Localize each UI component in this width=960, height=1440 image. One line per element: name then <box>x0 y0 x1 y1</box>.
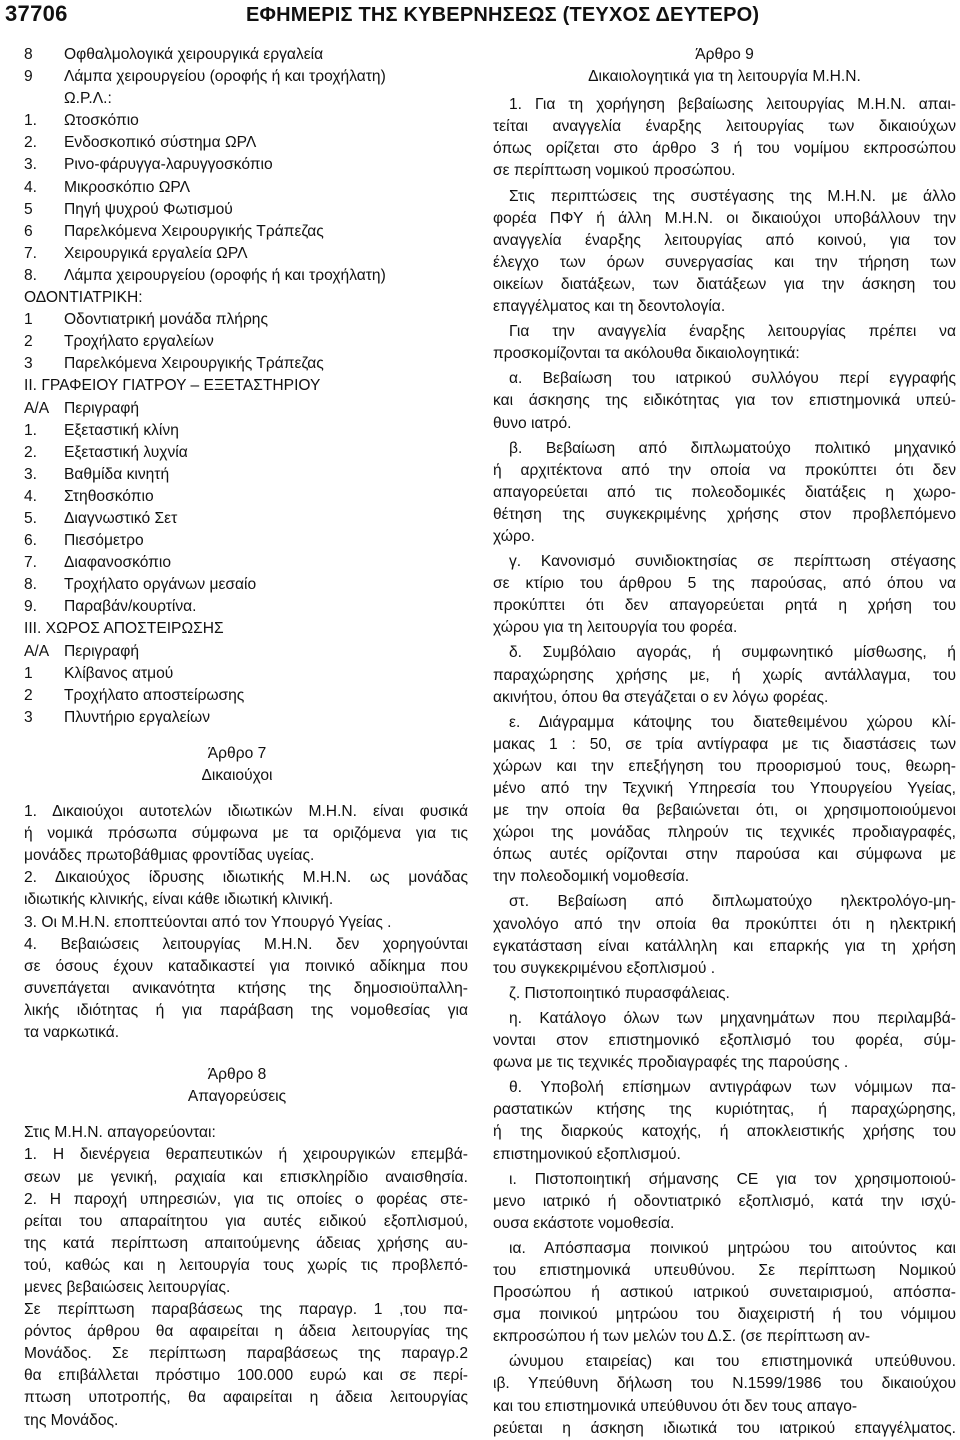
section2-heading: ΙΙ. ΓΡΑΦΕΙΟΥ ΓΙΑΤΡΟΥ – ΕΞΕΤΑΣΤΗΡΙΟΥ <box>24 377 321 395</box>
article7-subtitle: Δικαιούχοι <box>201 767 273 784</box>
text-line: 2. Δικαιούχος ίδρυσης ιδιωτικής Μ.Η.Ν. ως μονάδας <box>24 869 468 887</box>
list-item: 3. Ρινο-φάρυγγα-λαρυγγοσκόπιο <box>24 156 273 174</box>
text-line: οικείων διατάξεων, των διατάξεων για την άσκηση του <box>493 275 956 293</box>
text-line: ε. Διάγραμμα κάτοψης του διατεθειμένου χώρου κλί- <box>509 713 956 731</box>
section2-columns: Α/Α Περιγραφή <box>24 399 140 417</box>
section3-heading: ΙΙΙ. ΧΩΡΟΣ ΑΠΟΣΤΕΙΡΩΣΗΣ <box>24 620 224 638</box>
text-line: ουσα εκάστοτε νομοθεσία. <box>493 1214 675 1232</box>
dental-heading: ΟΔΟΝΤΙΑΤΡΙΚΗ: <box>24 289 143 307</box>
text-line: Στις περιπτώσεις της συστέγασης της Μ.Η.Ν. με άλλο <box>509 187 956 205</box>
text-line: της κατά περίπτωση απαιτούμενης άδειας χρήσης αυ- <box>24 1234 468 1252</box>
article9-body <box>493 94 956 1440</box>
article8-body <box>6 1122 468 1431</box>
text-line: επιστημονικού εξοπλισμού. <box>493 1145 681 1163</box>
text-line: παραχώρησης χρήσης με, ή χωρίς αντάλλαγμα, του <box>493 666 956 684</box>
text-line: τα ναρκωτικά. <box>24 1024 120 1042</box>
text-line: της Μονάδος. <box>24 1411 119 1429</box>
text-line: Σε περίπτωση παραβάσεως της παραγρ. 1 ,του πα- <box>24 1301 468 1319</box>
list-item: 8. Λάμπα χειρουργείου (οροφής ή και τροχήλατη) <box>24 266 386 284</box>
list-item: 3 Παρελκόμενα Χειρουργικής Τράπεζας <box>24 355 324 373</box>
text-line: θ. Υποβολή επίσημων αντιγράφων των νόμιμων πα- <box>509 1079 956 1097</box>
text-line: και του επιστημονικά υπεύθυνου ότι δεν τους απαγο- <box>493 1397 858 1415</box>
text-line: στ. Βεβαίωση από διπλωματούχο ηλεκτρολόγο-μη- <box>509 893 956 911</box>
text-line: θυνο ιατρό. <box>493 414 572 432</box>
text-line: σε κτίριο του άρθρου 5 της παρούσας, από όπου να <box>493 575 956 593</box>
text-line: 4. Βεβαιώσεις λειτουργίας Μ.Η.Ν. δεν χορηγούνται <box>24 935 468 953</box>
article7-body <box>6 801 468 1044</box>
items-top <box>6 44 468 88</box>
text-line: ακινήτου, όπου θα στεγάζεται ο εν λόγω φορέας. <box>493 688 829 706</box>
text-line: ρόντος άρθρου θα αφαιρείται η άδεια λειτουργίας της <box>24 1323 468 1341</box>
text-line: σε περίπτωση νομικού προσώπου. <box>493 162 736 180</box>
text-line: ρείται του απαραίτητου για αυτές ειδικού εξοπλισμού, <box>24 1212 468 1230</box>
text-line: θέτηση της συγκεκριμένης χρήσης στον προβλεπόμενο <box>493 505 956 523</box>
list-item: 6 Παρελκόμενα Χειρουργικής Τράπεζας <box>24 222 324 240</box>
text-line: όπως ορίζεται στο άρθρο 3 ή του νομίμου εκπροσώπου <box>493 140 956 158</box>
text-line: έλεγχο των όρων συνεργασίας και την τήρηση των <box>493 253 956 271</box>
text-line: γ. Κανονισμό συνιδιοκτησίας σε περίπτωση στέγασης <box>509 553 956 571</box>
article9-title: Άρθρο 9 <box>695 46 754 63</box>
text-line: ι. Πιστοποιητική σήμανσης CE για τον χρησιμοποιού- <box>509 1170 956 1188</box>
text-line: ρεύεται η άσκηση ιδιωτικά του ιατρικού επαγγέλματος. <box>493 1419 956 1437</box>
section3-list <box>6 663 468 729</box>
list-item: 2 Τροχήλατο εργαλείων <box>24 333 214 351</box>
list-item: 5 Πηγή ψυχρού Φωτισμού <box>24 200 233 218</box>
text-line: του επιστημονικά υπευθύνου. Σε περίπτωση Νομικού <box>493 1261 956 1279</box>
right-column <box>493 44 956 1440</box>
list-item: 8. Τροχήλατο οργάνων μεσαίο <box>24 576 257 594</box>
text-line: ιβ. Υπεύθυνη δήλωση του Ν.1599/1986 του δικαιούχου <box>493 1375 956 1393</box>
text-line: χώρο. <box>493 527 535 545</box>
page-number: 37706 <box>5 1 68 26</box>
text-line: Προσώπου ή αστικού ιατρικού συνεταιρισμού, απόσπα- <box>493 1284 956 1302</box>
text-line: ή νομικά πρόσωπα σύμφωνα με τα οριζόμενα για τις <box>24 825 468 843</box>
list-item: 1. Ωτοσκόπιο <box>24 112 139 130</box>
text-line: όπως αυτές ορίζονται στην παρούσα και σύμφωνα με <box>493 846 956 864</box>
list-item: 4. Μικροσκόπιο ΩΡΛ <box>24 178 191 196</box>
text-line: ραστατικών κτήσης της κυριότητας, ή παραχώρησης, <box>493 1101 956 1119</box>
text-line: του συγκεκριμένου εξοπλισμού . <box>493 959 716 977</box>
dental-list <box>6 309 468 375</box>
list-item: 9 Λάμπα χειρουργείου (οροφής ή και τροχήλατη) <box>24 68 386 86</box>
text-line: 1. Για τη χορήγηση βεβαίωσης λειτουργίας Μ.Η.Ν. απαι- <box>509 96 956 114</box>
text-line: απαγορεύεται από τις πολεοδομικές διατάξεις η χωρο- <box>493 483 956 501</box>
orl-heading: Ω.Ρ.Λ.: <box>64 90 112 108</box>
text-line: εκπροσώπου ή των μελών του Δ.Σ. (σε περίπτωση αν- <box>493 1328 871 1346</box>
text-line: α. Βεβαίωση του ιατρικού συλλόγου περί εγγραφής <box>509 370 956 388</box>
text-line: νονται στον επιστημονικό εξοπλισμό του φορέα, σύμ- <box>493 1032 956 1050</box>
text-line: φωνα με τις τεχνικές προδιαγραφές της παρούσης . <box>493 1054 849 1072</box>
text-line: πτωση υποτροπής, θα αφαιρείται η άδεια λειτουργίας <box>24 1389 468 1407</box>
page-header <box>0 0 960 36</box>
text-line: σεων με γενική, ραχιαία και επισκληρίδιο αναισθησία. <box>24 1168 468 1186</box>
text-line: β. Βεβαίωση από διπλωματούχο πολιτικό μηχανικό <box>509 439 956 457</box>
list-item: 3. Βαθμίδα κινητή <box>24 465 170 483</box>
text-line: ώνυμου εταιρείας) και του επιστημονικά υπεύθυνου. <box>509 1353 956 1371</box>
section3-columns: Α/Α Περιγραφή <box>24 642 140 660</box>
list-item: 5. Διαγνωστικό Σετ <box>24 509 178 527</box>
text-line: Μονάδος. Σε περίπτωση παραβάσεως της παραγρ.2 <box>24 1345 468 1363</box>
text-line: ζ. Πιστοποιητικό πυρασφάλειας. <box>509 984 730 1002</box>
text-line: μενες βεβαιώσεις λειτουργίας. <box>24 1278 231 1296</box>
text-line: 2. Η παροχή υπηρεσιών, για τις οποίες ο φορέας στε- <box>24 1190 468 1208</box>
text-line: συνεπάγεται ανικανότητα κτήσης της δημοσιοϋπαλλη- <box>24 979 468 997</box>
text-line: μενο ιατρικό ή οδοντιατρικό εξοπλισμό, κατά την ισχύ- <box>493 1192 956 1210</box>
section2-list <box>6 420 468 619</box>
list-item: 4. Στηθοσκόπιο <box>24 487 154 505</box>
article8-title: Άρθρο 8 <box>207 1066 267 1084</box>
list-item: 8 Οφθαλμολογικά χειρουργικά εργαλεία <box>24 46 324 63</box>
list-item: 7. Χειρουργικά εργαλεία ΩΡΛ <box>24 244 248 262</box>
text-line: προσκομίζονται τα ακόλουθα δικαιολογητικά: <box>493 345 800 363</box>
text-line: επαγγέλματος και τη δεοντολογία. <box>493 298 726 316</box>
list-item: 2. Ενδοσκοπικό σύστημα ΩΡΛ <box>24 134 257 152</box>
list-item: 3 Πλυντήριο εργαλείων <box>24 708 211 726</box>
text-line: τείται αναγγελία έναρξης λειτουργίας των δικαιούχων <box>493 118 956 136</box>
text-line: ή αρχιτέκτονα από την οποία να προκύπτει ότι δεν <box>493 461 956 479</box>
text-line: λικής ιδιότητας ή για παράβαση της νομοθεσίας για <box>24 1001 468 1019</box>
text-line: χανολόγο από την οποία θα προκύπτει ότι η ηλεκτρική <box>493 915 956 933</box>
text-line: χώρων και την επεξήγηση του προορισμού τους, θεωρη- <box>493 757 956 775</box>
text-line: με την οποία θα βεβαιώνεται ότι, οι χρησιμοποιούμενοι <box>493 802 956 820</box>
text-line: χώροι της μονάδας πληρούν τις τεχνικές προδιαγραφές, <box>493 824 956 842</box>
text-line: ιδιωτικής κλινικής, είναι κάθε ιδιωτική κλινική. <box>24 891 334 909</box>
article8-subtitle: Απαγορεύσεις <box>187 1088 287 1106</box>
left-column <box>6 44 468 1432</box>
text-line: την πολεοδομική νομοθεσία. <box>493 868 690 886</box>
orl-list <box>6 110 468 287</box>
list-item: 7. Διαφανοσκόπιο <box>24 554 172 572</box>
list-item: 1. Εξεταστική κλίνη <box>24 421 179 439</box>
text-line: η. Κατάλογο όλων των μηχανημάτων που περιλαμβά- <box>509 1009 956 1027</box>
text-line: σμα ποινικού μητρώου του διαχειριστή ή του νόμιμου <box>493 1306 956 1324</box>
text-line: Στις Μ.Η.Ν. απαγορεύονται: <box>24 1124 216 1142</box>
list-item: 1 Οδοντιατρική μονάδα πλήρης <box>24 311 268 329</box>
article9-subtitle: Δικαιολογητικά για τη λειτουργία Μ.Η.Ν. <box>588 68 861 86</box>
article7-title: Άρθρο 7 <box>207 744 267 762</box>
text-line: θα επιβάλλεται πρόστιμο 100.000 ευρώ και σε περί- <box>24 1367 468 1385</box>
list-item: 1 Κλίβανος ατμού <box>24 664 174 682</box>
list-item: 2. Εξεταστική λυχνία <box>24 443 188 461</box>
list-item: 6. Πιεσόμετρο <box>24 532 144 550</box>
text-line: τού, καθώς και η λειτουργία τους χωρίς τις προβλεπό- <box>24 1256 468 1274</box>
list-item: 2 Τροχήλατο αποστείρωσης <box>24 686 245 704</box>
text-line: εγκατάσταση είναι κατάλληλη και επαρκής για τη χρήση <box>493 937 956 955</box>
text-line: μονάδες πρωτοβάθμιας φροντίδας υγείας. <box>24 847 315 865</box>
text-line: μένο από την Τεχνική Υπηρεσία του Υπουργείου Υγείας, <box>493 780 956 797</box>
text-line: 1. Η διενέργεια θεραπευτικών ή χειρουργικών επεμβά- <box>24 1146 468 1164</box>
text-line: φορέα ΠΦΥ ή άλλη Μ.Η.Ν. οι δικαιούχοι υποβάλλουν την <box>493 209 956 227</box>
text-line: και άσκησης της ειδικότητας για τον επιστημονικά υπεύ- <box>493 392 956 410</box>
text-line: ια. Απόσπασμα ποινικού μητρώου του αιτούντος και <box>509 1239 956 1257</box>
text-line: αναγγελία έναρξης λειτουργίας από κοινού, για τον <box>493 231 956 249</box>
list-item: 9. Παραβάν/κουρτίνα. <box>24 598 197 616</box>
text-line: μακας 1 : 50, σε τρία αντίγραφα με τις διαστάσεις των <box>493 735 956 753</box>
text-line: 3. Οι Μ.Η.Ν. εποπτεύονται από τον Υπουργό Υγείας . <box>24 913 392 931</box>
text-line: προκύπτει ότι δεν απαγορεύεται ρητά η χρήση του <box>493 597 956 615</box>
text-line: δ. Συμβόλαιο αγοράς, ή συμφωνητικό μίσθωσης, ή <box>509 644 956 662</box>
text-line: 1. Δικαιούχοι αυτοτελών ιδιωτικών Μ.Η.Ν. είναι φυσικά <box>24 803 468 821</box>
text-line: σε όσους έχουν καταδικαστεί για ποινικό αδίκημα που <box>24 957 468 975</box>
text-line: χώρου για τη λειτουργία του φορέα. <box>493 619 738 637</box>
gazette-title: ΕΦΗΜΕΡΙΣ ΤΗΣ ΚΥΒΕΡΝΗΣΕΩΣ (ΤΕΥΧΟΣ ΔΕΥΤΕΡΟ) <box>246 4 760 26</box>
text-line: ή της διαρκούς κατοχής, ή αποκλειστικής χρήσης του <box>493 1123 956 1141</box>
text-line: Για την αναγγελία έναρξης λειτουργίας πρέπει να <box>509 323 956 341</box>
